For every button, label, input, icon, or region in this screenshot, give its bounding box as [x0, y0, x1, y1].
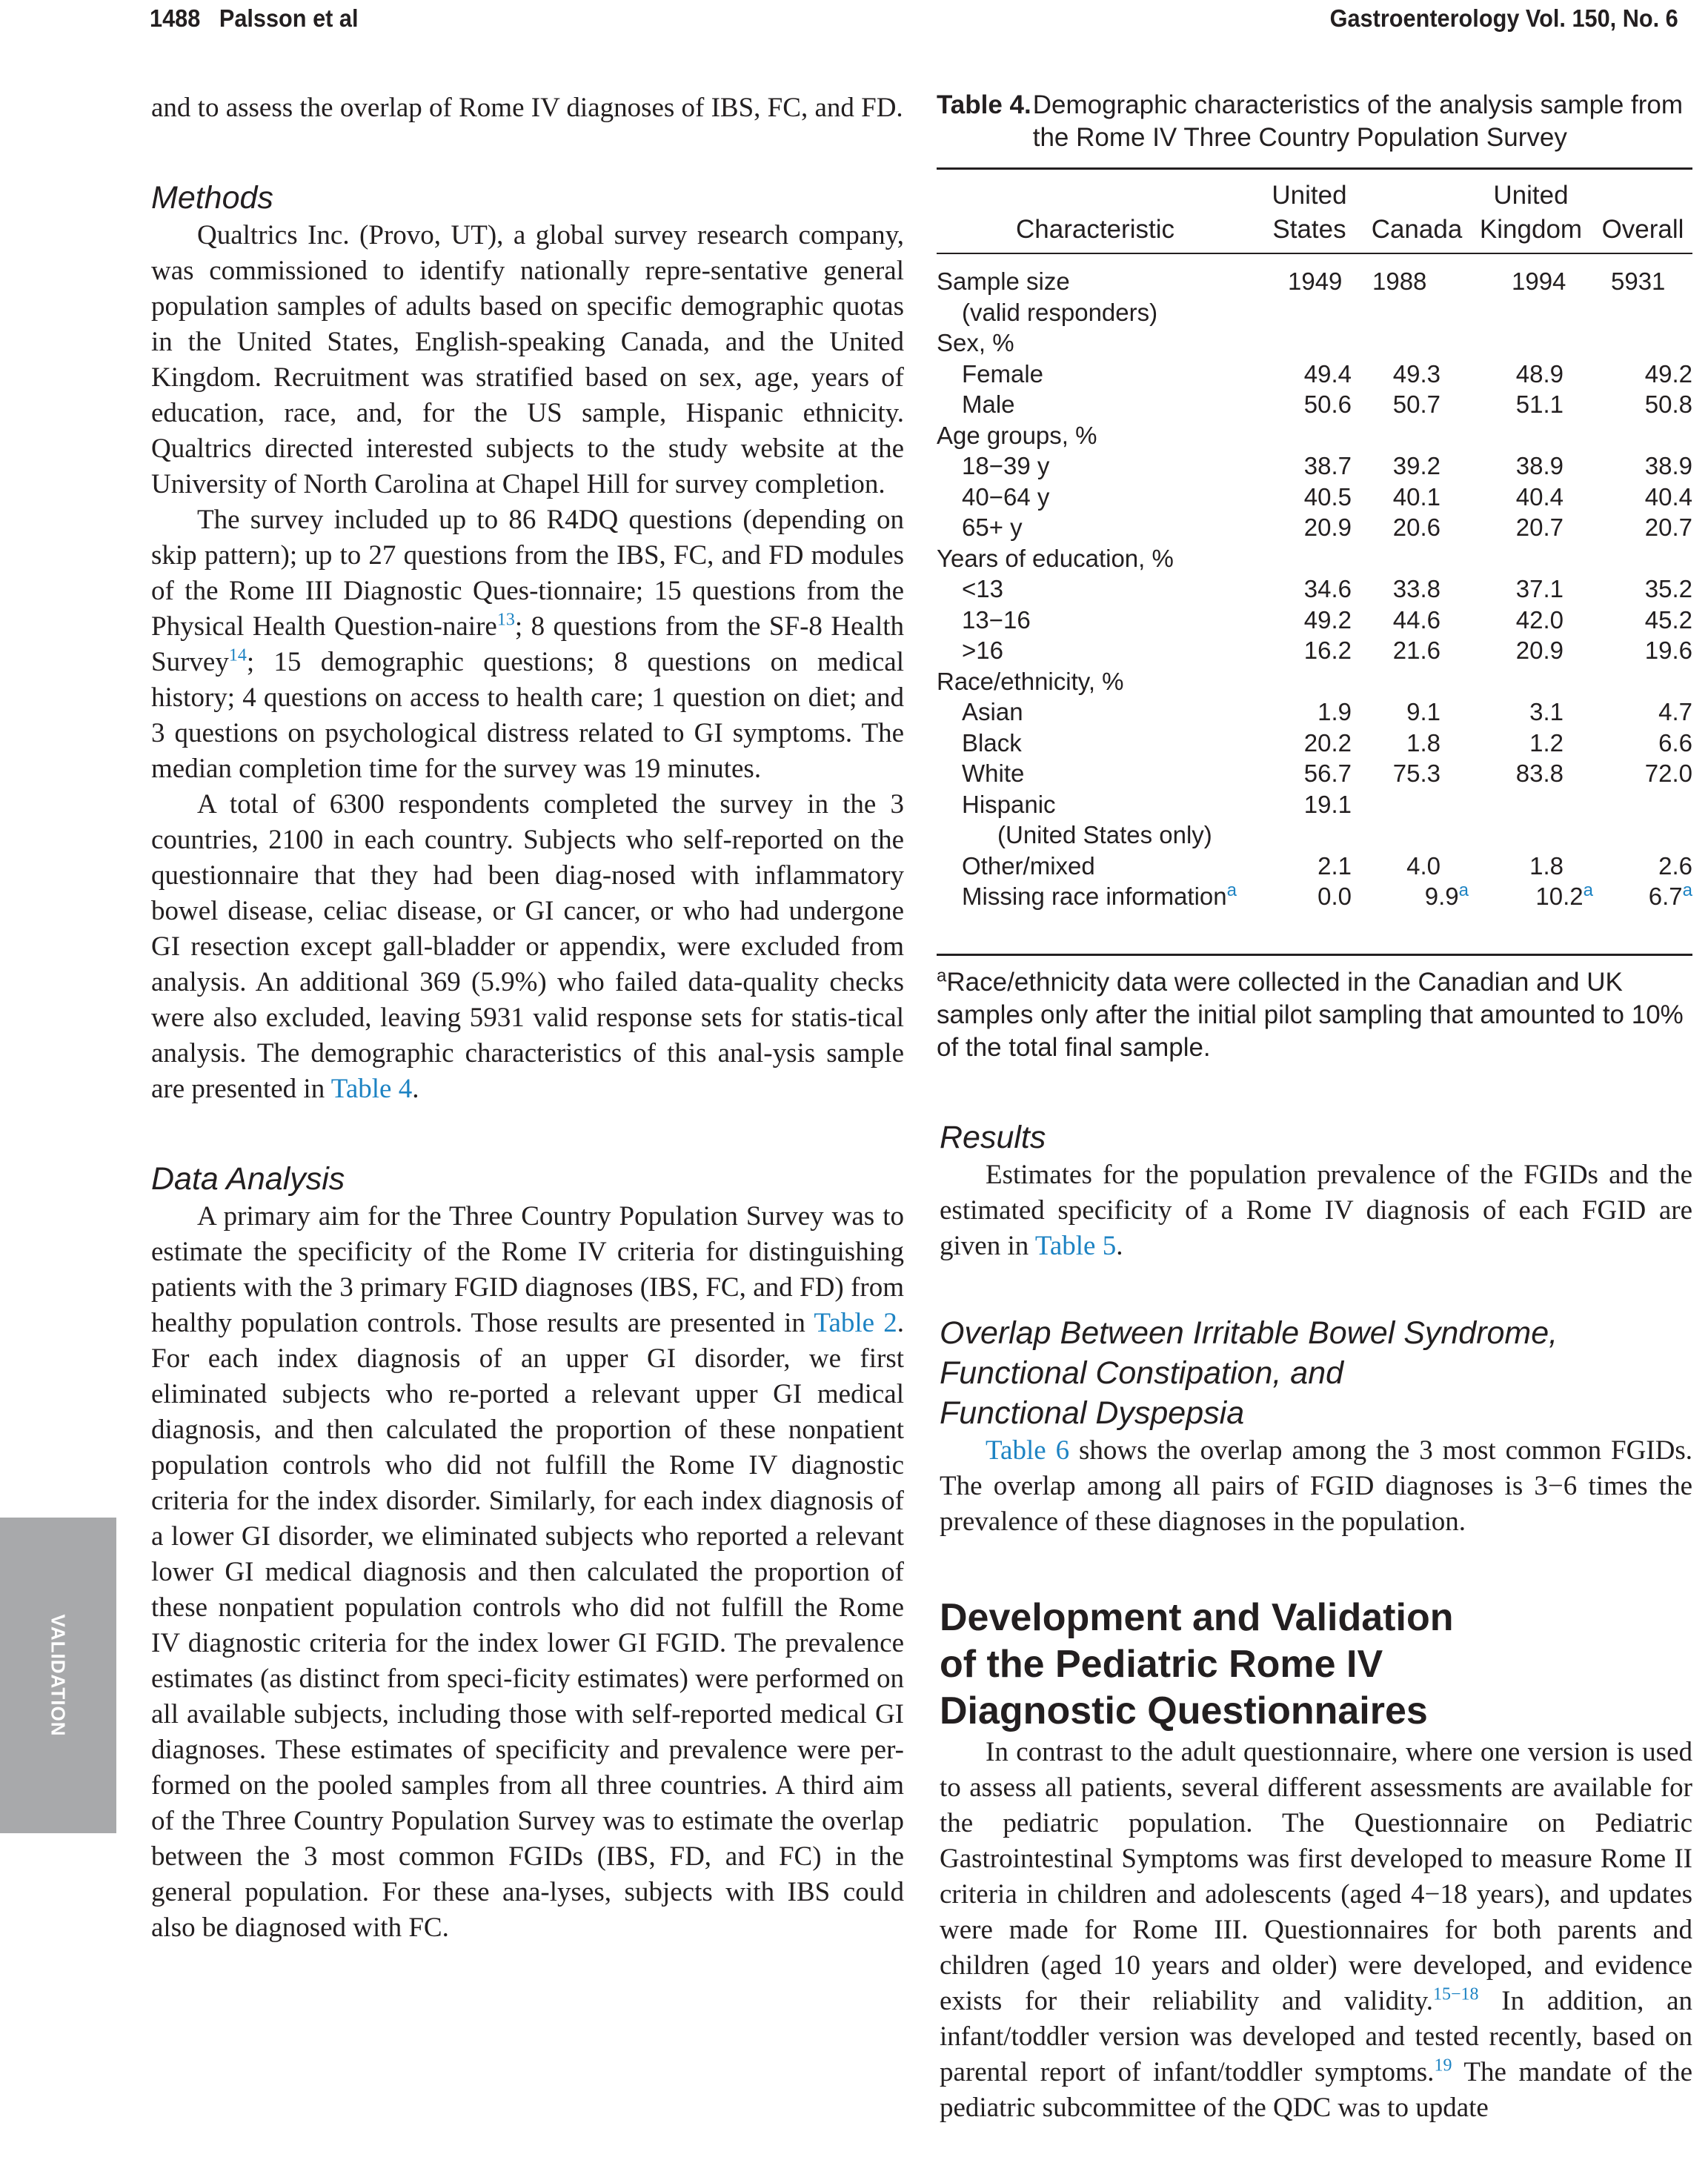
footnote-marker: a [937, 965, 947, 986]
cell-all [1593, 574, 1692, 605]
methods-p2-text-b: ; 8 questions from the SF-8 Health Survey [151, 611, 904, 677]
cell-value: 38.9 [1515, 452, 1564, 479]
cell-ca [1365, 389, 1469, 420]
cell-value: 10.2 [1535, 883, 1584, 910]
cell-value: 50.6 [1303, 391, 1352, 418]
citation-15-18[interactable]: 15−18 [1433, 1984, 1479, 2004]
table-row [937, 697, 1692, 728]
cell-uk [1469, 574, 1593, 605]
section-side-tab [0, 1518, 116, 1833]
cell-value: 38.7 [1303, 452, 1352, 479]
cell-ca [1365, 635, 1469, 666]
left-column [151, 90, 904, 1946]
cell-us [1254, 635, 1365, 666]
row-label-text: Female [962, 359, 1044, 388]
cell-us [1254, 574, 1365, 605]
cell-value: 40.1 [1392, 482, 1440, 511]
citation-19[interactable]: 19 [1434, 2056, 1452, 2076]
row-label [937, 635, 1254, 666]
demographics-table-body [937, 266, 1692, 912]
cell-us [1254, 266, 1365, 297]
row-label [937, 574, 1254, 605]
cell-us [1254, 359, 1365, 390]
table-row [937, 820, 1692, 851]
col-uk-line2: Kingdom [1479, 215, 1583, 244]
cell-us [1254, 420, 1365, 451]
cell-value: 40.4 [1515, 482, 1564, 511]
cell-ca [1365, 420, 1469, 451]
citation-13[interactable]: 13 [496, 610, 515, 630]
cell-value: 20.7 [1515, 514, 1564, 541]
cell-value: 1.8 [1406, 728, 1440, 757]
row-label [937, 482, 1254, 513]
cell-uk [1469, 697, 1593, 728]
cell-all [1593, 881, 1692, 912]
row-label [937, 543, 1254, 574]
row-label-text: 40−64 y [962, 482, 1050, 511]
cell-value: 1.9 [1317, 698, 1352, 725]
col-header-us [1254, 170, 1365, 253]
row-label [937, 758, 1254, 789]
cell-value: 20.9 [1515, 637, 1564, 664]
cell-value: 0.0 [1317, 883, 1352, 910]
cell-value: 45.2 [1644, 605, 1692, 634]
col-header-characteristic: Characteristic [1016, 215, 1174, 244]
cell-all [1593, 543, 1692, 574]
methods-paragraph-2 [151, 502, 904, 787]
header-left: 1488 Palsson et al [150, 4, 359, 32]
overlap-paragraph [940, 1433, 1692, 1540]
results-text: Estimates for the population prevalence of the FGIDs and the estimated specificity of a Rome IV diagnosis of each FGID are given in [940, 1160, 1692, 1261]
cell-us [1254, 605, 1365, 636]
cell-all [1593, 635, 1692, 666]
cell-ca [1365, 359, 1469, 390]
data-analysis-paragraph [151, 1199, 904, 1946]
cell-value: 9.1 [1406, 698, 1440, 725]
table-row [937, 666, 1692, 697]
cell-value: 51.1 [1515, 391, 1564, 418]
table-row [937, 389, 1692, 420]
footnote-text: Race/ethnicity data were collected in the Canadian and UK samples only after the initial pilot sampling that amounted to 10% of the total final sample. [937, 967, 1684, 1062]
cell-value: 1988 [1372, 267, 1427, 295]
table-label: Table 4. [937, 90, 1031, 119]
cell-value: 1.2 [1529, 728, 1564, 757]
cell-uk [1469, 666, 1593, 697]
cell-uk [1469, 359, 1593, 390]
row-label [937, 297, 1254, 328]
row-label-text: >16 [962, 637, 1003, 664]
cell-value: 49.3 [1392, 359, 1440, 388]
cell-value: 4.7 [1658, 698, 1692, 725]
cell-ca [1365, 851, 1469, 882]
table-row [937, 789, 1692, 820]
cell-value: 4.0 [1406, 851, 1440, 880]
methods-heading: Methods [151, 180, 273, 216]
cell-value: 34.6 [1303, 575, 1352, 602]
table-header-row [937, 170, 1692, 253]
row-label [937, 420, 1254, 451]
cell-all [1593, 297, 1692, 328]
cell-all [1593, 266, 1692, 297]
cell-value: 6.6 [1658, 728, 1692, 757]
methods-p2-text-a: The survey included up to 86 R4DQ questions (depending on skip pattern); up to 27 questions from the IBS, FC, and FD modules of the Rome III Diagnostic Ques-tionnaire; 15 questions from the Physical Health Question-naire [151, 505, 904, 642]
cell-value: 35.2 [1644, 575, 1692, 602]
cell-us [1254, 451, 1365, 482]
cell-us [1254, 728, 1365, 759]
cell-all [1593, 482, 1692, 513]
cell-ca [1365, 789, 1469, 820]
cell-value: 72.0 [1644, 760, 1692, 787]
cell-ca [1365, 543, 1469, 574]
cell-value: 50.7 [1392, 391, 1440, 418]
cell-value: 21.6 [1392, 637, 1440, 664]
table-row [937, 758, 1692, 789]
cell-us [1254, 512, 1365, 543]
cell-us [1254, 666, 1365, 697]
cell-all [1593, 389, 1692, 420]
cell-value: 19.6 [1644, 637, 1692, 664]
cell-value: 42.0 [1515, 605, 1564, 634]
table-row [937, 543, 1692, 574]
row-label-text: Asian [962, 698, 1023, 725]
table-header-rule [937, 253, 1692, 254]
table2-link[interactable]: Table 2 [814, 1308, 897, 1338]
row-label-text: Sample size [937, 267, 1070, 295]
row-label [937, 389, 1254, 420]
cell-value: 33.8 [1392, 575, 1440, 602]
cell-ca [1365, 328, 1469, 359]
row-label-text: 65+ y [962, 514, 1023, 541]
footnote-ref[interactable]: a [1226, 880, 1237, 900]
data-p1-text-b: . For each index diagnosis of an upper GI disorder, we first eliminated subjects who re-ported a relevant upper GI medical diagnosis, and then calculated the proportion of these nonpatient population controls who did not fulfill the Rome IV diagnostic criteria for the index disorder. Similarly, for each index diagnosis of a lower GI disorder, we eliminated subjects who reported a relevant lower GI medical diagnosis and then calculated the proportion of these nonpatient population controls who did not fulfill the Rome IV diagnostic criteria for the index lower GI FGID. The prevalence estimates (as distinct from speci-ficity estimates) were performed on all available subjects, including those with self-reported medical GI diagnoses. These estimates of specificity and prevalence were per-formed on the pooled samples from all three countries. A third aim of the Three Country Population Survey was to estimate the overlap between the 3 most common FGIDs (IBS, FD, and FC) in the general population. For these ana-lyses, subjects with IBS could also be diagnosed with FC. [151, 1308, 904, 1943]
col-uk-line1: United [1493, 181, 1569, 210]
cell-ca [1365, 482, 1469, 513]
row-label [937, 359, 1254, 390]
cell-all [1593, 820, 1692, 851]
cell-all [1593, 697, 1692, 728]
cell-value: 1.8 [1529, 851, 1564, 880]
methods-p3-text: A total of 6300 respondents completed the survey in the 3 countries, 2100 in each country. Subjects who self-reported on the questionnaire that they had been diag-nosed with inflammatory bowel disease, celiac disease, or GI cancer, or who had undergone GI resection except gall-bladder or appendix, were excluded from analysis. An additional 369 (5.9%) who failed data-quality checks were also excluded, leaving 5931 valid response sets for statis-tical analysis. The demographic characteristics of this anal-ysis sample are presented in [151, 789, 904, 1104]
table-row [937, 482, 1692, 513]
cell-value: 49.2 [1303, 605, 1352, 634]
header-journal: Gastroenterology Vol. 150, No. 6 [1329, 4, 1678, 32]
dev-text-b: In addition, an infant/toddler version was developed and tested recently, based on parental report of infant/toddler symptoms. [940, 1986, 1692, 2087]
dev-heading-line1: Development and Validation [940, 1596, 1454, 1639]
intro-paragraph: and to assess the overlap of Rome IV diagnoses of IBS, FC, and FD. [151, 93, 903, 123]
row-label [937, 328, 1254, 359]
cell-value: 49.2 [1644, 359, 1692, 388]
cell-us [1254, 328, 1365, 359]
cell-us [1254, 297, 1365, 328]
dev-heading-line3: Diagnostic Questionnaires [940, 1689, 1428, 1732]
table5-link[interactable]: Table 5 [1034, 1231, 1117, 1261]
cell-all [1593, 666, 1692, 697]
row-label-text: <13 [962, 575, 1003, 602]
results-paragraph [940, 1157, 1692, 1264]
cell-value: 9.9 [1424, 883, 1459, 910]
citation-14[interactable]: 14 [228, 645, 247, 665]
col-us-line2: States [1272, 215, 1346, 244]
table-caption [937, 89, 1692, 154]
cell-us [1254, 820, 1365, 851]
cell-ca [1365, 728, 1469, 759]
cell-all [1593, 512, 1692, 543]
development-paragraph [940, 1735, 1692, 2126]
row-label [937, 697, 1254, 728]
table-row [937, 728, 1692, 759]
cell-all [1593, 328, 1692, 359]
table-row [937, 328, 1692, 359]
results-end: . [1116, 1231, 1123, 1261]
cell-all [1593, 605, 1692, 636]
dev-text-a: In contrast to the adult questionnaire, where one version is used to assess all patients, several different assessments are available for the pediatric population. The Questionnaire on Pediatric Gastrointestinal Symptoms was first developed to measure Rome II criteria in children and adolescents (aged 4−18 years), and updates were made for Rome III. Questionnaires for both parents and children (aged 10 years and older) were developed, and evidence exists for their reliability and validity. [940, 1737, 1692, 2016]
dev-text-c: The mandate of the pediatric subcommittee of the QDC was to update [940, 2057, 1692, 2123]
results-heading: Results [940, 1120, 1046, 1155]
col-header-uk [1469, 170, 1593, 253]
row-label [937, 512, 1254, 543]
row-label [937, 605, 1254, 636]
footnote-ref[interactable]: a [1458, 880, 1469, 900]
cell-us [1254, 758, 1365, 789]
cell-all [1593, 451, 1692, 482]
cell-uk [1469, 881, 1593, 912]
cell-value: 75.3 [1392, 760, 1440, 787]
overlap-text: shows the overlap among the 3 most common FGIDs. The overlap among all pairs of FGID diagnoses is 3−6 times the prevalence of these diagnoses in the population. [940, 1435, 1692, 1537]
row-label [937, 266, 1254, 297]
methods-p2-text-c: ; 15 demographic questions; 8 questions on medical history; 4 questions on access to health care; 1 question on diet; and 3 questions on psychological distress related to GI symptoms. The median completion time for the survey was 19 minutes. [151, 647, 904, 784]
row-label-text: Black [962, 728, 1022, 757]
cell-ca [1365, 758, 1469, 789]
cell-uk [1469, 512, 1593, 543]
data-p1-text-a: A primary aim for the Three Country Population Survey was to estimate the specificity of the Rome IV criteria for distinguishing patients with the 3 primary FGID diagnoses (IBS, FC, and FD) from healthy population controls. Those results are presented in [151, 1201, 904, 1338]
row-label-text: (valid responders) [962, 298, 1158, 326]
cell-value: 20.2 [1303, 728, 1352, 757]
cell-ca [1365, 451, 1469, 482]
running-header [150, 4, 1678, 37]
overlap-heading-line1: Overlap Between Irritable Bowel Syndrome, [940, 1315, 1558, 1351]
row-label [937, 666, 1254, 697]
cell-uk [1469, 635, 1593, 666]
cell-us [1254, 697, 1365, 728]
cell-value: 37.1 [1515, 575, 1564, 602]
cell-uk [1469, 820, 1593, 851]
row-label [937, 728, 1254, 759]
cell-uk [1469, 297, 1593, 328]
cell-all [1593, 728, 1692, 759]
cell-us [1254, 543, 1365, 574]
cell-value: 48.9 [1515, 359, 1564, 388]
row-label-text: Age groups, % [937, 421, 1097, 449]
cell-uk [1469, 451, 1593, 482]
cell-all [1593, 758, 1692, 789]
row-label-text: Sex, % [937, 329, 1014, 356]
table-row [937, 574, 1692, 605]
table-row [937, 851, 1692, 882]
cell-value: 83.8 [1515, 760, 1564, 787]
cell-uk [1469, 389, 1593, 420]
cell-uk [1469, 420, 1593, 451]
cell-value: 2.6 [1658, 851, 1692, 880]
table-row [937, 297, 1692, 328]
table-row [937, 605, 1692, 636]
footnote-ref[interactable]: a [1583, 880, 1593, 900]
methods-p3-end: . [412, 1074, 419, 1104]
cell-value: 50.8 [1644, 391, 1692, 418]
cell-value: 20.7 [1644, 514, 1692, 541]
cell-value: 2.1 [1317, 851, 1352, 880]
row-label-text: Missing race information [962, 883, 1227, 910]
cell-ca [1365, 297, 1469, 328]
overlap-heading-line2: Functional Constipation, and [940, 1355, 1344, 1391]
cell-us [1254, 881, 1365, 912]
table-4 [937, 89, 1692, 1064]
row-label-text: Hispanic [962, 790, 1056, 818]
row-label [937, 851, 1254, 882]
cell-value: 38.9 [1644, 452, 1692, 479]
cell-value: 39.2 [1392, 452, 1440, 479]
methods-paragraph-3 [151, 787, 904, 1107]
cell-us [1254, 789, 1365, 820]
cell-uk [1469, 482, 1593, 513]
cell-value: 5931 [1611, 267, 1666, 295]
table-row [937, 635, 1692, 666]
methods-paragraph-1: Qualtrics Inc. (Provo, UT), a global survey research company, was commissioned to identify nationally repre-sentative general population samples of adults based on specific demographic quotas in the United States, English-speaking Canada, and the United Kingdom. Recruitment was stratified based on sex, age, years of education, race, and, for the US sample, Hispanic ethnicity. Qualtrics directed interested subjects to the study website at the University of North Carolina at Chapel Hill for survey completion. [151, 220, 904, 499]
row-label [937, 789, 1254, 820]
cell-uk [1469, 605, 1593, 636]
table-caption-text: Demographic characteristics of the analysis sample from the Rome IV Three Country Population Survey [1032, 90, 1684, 152]
col-header-canada: Canada [1371, 215, 1463, 244]
right-column [940, 1117, 1692, 2126]
table-row [937, 420, 1692, 451]
overlap-heading [940, 1313, 1692, 1433]
cell-value: 16.2 [1303, 637, 1352, 664]
row-label-text: 18−39 y [962, 452, 1050, 479]
cell-uk [1469, 758, 1593, 789]
cell-ca [1365, 266, 1469, 297]
table-row [937, 359, 1692, 390]
cell-uk [1469, 728, 1593, 759]
cell-value: 49.4 [1303, 359, 1352, 388]
row-label-text: Race/ethnicity, % [937, 667, 1124, 695]
table-bottom-rule [937, 954, 1692, 956]
table-row [937, 451, 1692, 482]
table-footnote [937, 966, 1692, 1064]
table4-link[interactable]: Table 4 [330, 1074, 413, 1104]
cell-value: 19.1 [1303, 790, 1352, 818]
cell-all [1593, 420, 1692, 451]
demographics-table [937, 170, 1692, 253]
row-label-text: White [962, 760, 1025, 787]
cell-value: 44.6 [1392, 605, 1440, 634]
cell-us [1254, 389, 1365, 420]
row-label [937, 881, 1254, 912]
col-us-line1: United [1272, 181, 1347, 210]
row-label-text: 13−16 [962, 605, 1031, 634]
cell-value: 3.1 [1529, 698, 1564, 725]
cell-value: 6.7 [1648, 883, 1683, 910]
col-header-overall: Overall [1601, 215, 1684, 244]
cell-value: 20.9 [1303, 514, 1352, 541]
cell-uk [1469, 266, 1593, 297]
dev-heading-line2: of the Pediatric Rome IV [940, 1643, 1383, 1686]
cell-all [1593, 789, 1692, 820]
cell-us [1254, 482, 1365, 513]
cell-value: 1994 [1512, 267, 1566, 295]
cell-uk [1469, 543, 1593, 574]
table-row [937, 266, 1692, 297]
cell-value: 40.4 [1644, 482, 1692, 511]
cell-ca [1365, 605, 1469, 636]
cell-uk [1469, 789, 1593, 820]
row-label-text: Other/mixed [962, 851, 1095, 880]
data-analysis-heading: Data Analysis [151, 1161, 345, 1197]
cell-ca [1365, 666, 1469, 697]
cell-all [1593, 359, 1692, 390]
overlap-heading-line3: Functional Dyspepsia [940, 1395, 1245, 1431]
cell-value: 40.5 [1303, 482, 1352, 511]
table-row [937, 512, 1692, 543]
cell-ca [1365, 574, 1469, 605]
cell-us [1254, 851, 1365, 882]
row-label-text: Years of education, % [937, 544, 1174, 572]
row-label-text: (United States only) [997, 821, 1212, 848]
cell-ca [1365, 512, 1469, 543]
development-heading [940, 1595, 1692, 1735]
row-label [937, 820, 1254, 851]
side-tab-label: VALIDATION [47, 1614, 70, 1737]
footnote-ref[interactable]: a [1682, 880, 1692, 900]
cell-uk [1469, 328, 1593, 359]
cell-value: 1949 [1288, 267, 1343, 295]
row-label [937, 451, 1254, 482]
cell-ca [1365, 881, 1469, 912]
table6-link[interactable]: Table 6 [986, 1435, 1070, 1466]
cell-value: 56.7 [1303, 760, 1352, 787]
cell-uk [1469, 851, 1593, 882]
cell-all [1593, 851, 1692, 882]
cell-ca [1365, 820, 1469, 851]
table-row [937, 881, 1692, 912]
cell-value: 20.6 [1392, 514, 1440, 541]
row-label-text: Male [962, 391, 1015, 418]
cell-ca [1365, 697, 1469, 728]
